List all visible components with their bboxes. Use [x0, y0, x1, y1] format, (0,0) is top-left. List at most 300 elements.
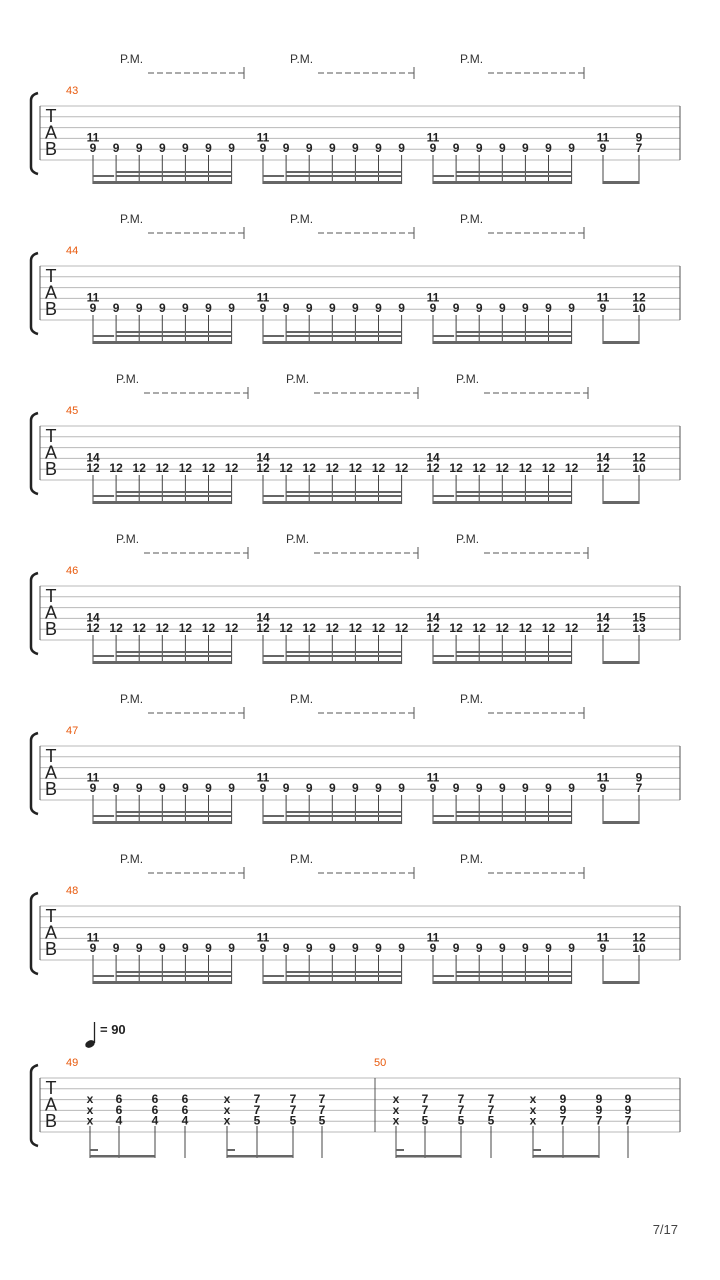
fret-number: 9 — [282, 301, 290, 315]
beam-stub — [263, 975, 284, 977]
beam-tertiary — [116, 171, 232, 173]
beam-secondary — [456, 975, 571, 977]
tab-clef-letter: T — [45, 426, 57, 446]
beam — [433, 661, 572, 664]
fret-number: 9 — [624, 1102, 632, 1117]
fret-number: 9 — [475, 941, 483, 955]
tab-clef-letter: A — [44, 282, 58, 303]
beam — [263, 821, 402, 824]
fret-number: 9 — [452, 941, 460, 955]
beam-tertiary — [286, 651, 402, 653]
fret-number: 7 — [289, 1092, 297, 1106]
fret-number: 9 — [352, 301, 359, 315]
fret-number: 9 — [522, 301, 529, 315]
palm-mute-label: P.M. — [120, 52, 144, 66]
fret-number: 12 — [426, 621, 440, 635]
fret-number: 14 — [256, 450, 270, 465]
fret-number: 12 — [495, 621, 509, 635]
beam — [93, 501, 232, 504]
measure-number: 50 — [374, 1057, 387, 1069]
fret-number: 14 — [596, 450, 610, 465]
beam-secondary — [116, 335, 232, 337]
fret-number: 13 — [632, 621, 646, 635]
tab-clef-letter: B — [44, 619, 58, 639]
beam — [93, 661, 232, 664]
fret-number: 9 — [522, 781, 529, 795]
fret-number: 5 — [487, 1113, 495, 1128]
tab-clef-letter: B — [44, 779, 58, 799]
fret-number: 12 — [155, 461, 169, 475]
beam-secondary — [456, 655, 571, 657]
beam — [433, 501, 572, 504]
fret-number: 7 — [457, 1092, 465, 1106]
fret-number: 9 — [259, 941, 267, 955]
fret-number: x — [223, 1102, 231, 1117]
beam — [433, 341, 572, 344]
measure-number: 48 — [66, 885, 79, 897]
fret-number: 9 — [559, 1092, 567, 1106]
fret-number: 6 — [151, 1102, 159, 1117]
fret-number: 7 — [318, 1102, 326, 1117]
fret-number: 12 — [348, 621, 363, 635]
fret-number: 12 — [518, 461, 533, 475]
measure-number: 47 — [66, 725, 79, 737]
system-bracket — [31, 93, 38, 174]
tab-clef-letter: B — [44, 459, 58, 479]
fret-number: 9 — [305, 301, 313, 315]
tab-clef-letter: T — [45, 1078, 57, 1098]
beam-stub — [93, 495, 114, 497]
fret-number: 12 — [155, 621, 169, 635]
beam-secondary — [116, 815, 232, 817]
beam-secondary — [116, 175, 232, 177]
fret-number: 14 — [86, 450, 100, 465]
fret-number: 9 — [375, 301, 382, 315]
system-bracket — [31, 1065, 38, 1146]
fret-number: 9 — [205, 301, 212, 315]
beam-stub — [433, 975, 454, 977]
tab-clef-letter: T — [45, 586, 57, 606]
fret-number: 15 — [632, 610, 646, 625]
palm-mute-label: P.M. — [116, 532, 140, 546]
fret-number: 9 — [498, 301, 506, 315]
fret-number: 9 — [182, 141, 189, 155]
palm-mute-label: P.M. — [456, 372, 480, 386]
fret-number: 9 — [205, 941, 212, 955]
beam-secondary — [116, 655, 232, 657]
beam-stub — [93, 335, 114, 337]
fret-number: 9 — [595, 1092, 603, 1106]
fret-number: 9 — [259, 141, 267, 155]
beam-stub — [263, 335, 284, 337]
beam — [93, 821, 232, 824]
palm-mute-label: P.M. — [120, 692, 144, 706]
fret-number: 12 — [449, 621, 463, 635]
fret-number: 9 — [595, 1102, 603, 1117]
beam — [93, 181, 232, 184]
tab-clef-letter: A — [44, 1094, 58, 1115]
fret-number: 9 — [568, 781, 575, 795]
beam — [603, 181, 639, 184]
measure-number: 46 — [66, 565, 79, 577]
beam-tertiary — [116, 651, 232, 653]
fret-number: 14 — [256, 610, 270, 625]
measure-number: 44 — [66, 245, 79, 257]
fret-number: 9 — [328, 301, 336, 315]
fret-number: 12 — [109, 621, 123, 635]
fret-number: 9 — [228, 301, 235, 315]
fret-number: 12 — [596, 461, 610, 475]
beam-secondary — [286, 495, 402, 497]
beam-stub — [433, 335, 454, 337]
fret-number: x — [223, 1113, 231, 1128]
fret-number: 11 — [596, 770, 610, 785]
fret-number: 9 — [398, 941, 405, 955]
tab-system-44 — [31, 212, 680, 344]
beam-tertiary — [116, 331, 232, 333]
tab-system-47 — [31, 692, 680, 824]
beam-stub — [433, 655, 454, 657]
fret-number: 6 — [115, 1102, 123, 1117]
fret-number: 9 — [498, 141, 506, 155]
fret-number: 11 — [86, 130, 100, 145]
beam-stub — [263, 815, 284, 817]
fret-number: 7 — [487, 1102, 495, 1117]
fret-number: 11 — [596, 290, 610, 305]
fret-number: 11 — [86, 770, 100, 785]
fret-number: 9 — [158, 301, 166, 315]
fret-number: 11 — [596, 930, 610, 945]
fret-number: 12 — [541, 621, 556, 635]
palm-mute-label: P.M. — [290, 692, 314, 706]
palm-mute-label: P.M. — [120, 852, 144, 866]
fret-number: x — [392, 1092, 400, 1106]
beam — [93, 341, 232, 344]
beam-stub — [93, 655, 114, 657]
fret-number: 9 — [89, 301, 97, 315]
fret-number: 12 — [302, 461, 316, 475]
fret-number: 7 — [635, 781, 643, 795]
beam-stub — [433, 495, 454, 497]
fret-number: 11 — [86, 290, 100, 305]
fret-number: 9 — [429, 301, 437, 315]
fret-number: 12 — [201, 621, 216, 635]
measure-number: 43 — [66, 85, 79, 97]
fret-number: 9 — [398, 781, 405, 795]
palm-mute-label: P.M. — [120, 212, 144, 226]
fret-number: 12 — [178, 621, 193, 635]
fret-number: 9 — [429, 781, 437, 795]
fret-number: 4 — [115, 1113, 123, 1128]
fret-number: 9 — [89, 781, 97, 795]
fret-number: x — [529, 1092, 537, 1106]
fret-number: x — [529, 1113, 537, 1128]
fret-number: 9 — [475, 301, 483, 315]
beam-tertiary — [456, 171, 571, 173]
fret-number: 9 — [398, 141, 405, 155]
palm-mute-label: P.M. — [286, 372, 310, 386]
beam-stub — [433, 815, 454, 817]
fret-number: 12 — [371, 621, 386, 635]
beam — [603, 821, 639, 824]
fret-number: 11 — [256, 130, 270, 145]
beam — [227, 1155, 293, 1158]
palm-mute-label: P.M. — [460, 212, 484, 226]
beam-secondary — [286, 335, 402, 337]
fret-number: 9 — [352, 941, 359, 955]
fret-number: 9 — [112, 941, 120, 955]
palm-mute-label: P.M. — [460, 52, 484, 66]
fret-number: 11 — [426, 130, 440, 145]
palm-mute-label: P.M. — [116, 372, 140, 386]
fret-number: 9 — [599, 301, 607, 315]
fret-number: 5 — [318, 1113, 326, 1128]
palm-mute-label: P.M. — [460, 692, 484, 706]
beam-tertiary — [286, 971, 402, 973]
beam-tertiary — [286, 491, 402, 493]
tab-clef-letter: B — [44, 299, 58, 319]
system-bracket — [31, 893, 38, 974]
fret-number: 12 — [224, 461, 239, 475]
tab-system-45 — [31, 372, 680, 504]
page-number: 7/17 — [652, 1222, 678, 1237]
fret-number: 9 — [305, 781, 313, 795]
palm-mute-label: P.M. — [286, 532, 310, 546]
fret-number: x — [86, 1092, 94, 1106]
beam — [263, 501, 402, 504]
fret-number: 9 — [328, 781, 336, 795]
fret-number: 9 — [599, 941, 607, 955]
fret-number: 9 — [112, 301, 120, 315]
fret-number: 12 — [472, 461, 486, 475]
fret-number: 9 — [522, 941, 529, 955]
tab-clef-letter: T — [45, 746, 57, 766]
beam-stub — [263, 495, 284, 497]
fret-number: 9 — [158, 141, 166, 155]
fret-number: 7 — [487, 1092, 495, 1106]
measure-number: 49 — [66, 1057, 79, 1069]
fret-number: 9 — [112, 141, 120, 155]
beam-secondary — [456, 495, 571, 497]
fret-number: 9 — [568, 941, 575, 955]
fret-number: 6 — [181, 1092, 189, 1106]
fret-number: 7 — [253, 1102, 261, 1117]
palm-mute-label: P.M. — [290, 212, 314, 226]
fret-number: 9 — [635, 770, 643, 785]
beam-tertiary — [456, 651, 571, 653]
fret-number: 9 — [375, 941, 382, 955]
beam-secondary — [456, 335, 571, 337]
palm-mute-label: P.M. — [290, 852, 314, 866]
fret-number: 12 — [256, 621, 270, 635]
fret-number: 9 — [545, 781, 552, 795]
beam-secondary — [286, 975, 402, 977]
system-bracket — [31, 573, 38, 654]
fret-number: 12 — [596, 621, 610, 635]
fret-number: 14 — [426, 450, 440, 465]
tab-clef-letter: A — [44, 762, 58, 783]
fret-number: 5 — [457, 1113, 465, 1128]
fret-number: 4 — [181, 1113, 189, 1128]
beam-stub — [533, 1149, 541, 1151]
tab-clef-letter: T — [45, 106, 57, 126]
fret-number: 9 — [375, 141, 382, 155]
beam-stub — [227, 1149, 235, 1151]
beam — [433, 981, 572, 984]
beam-tertiary — [116, 811, 232, 813]
fret-number: 9 — [475, 141, 483, 155]
fret-number: 9 — [599, 781, 607, 795]
measure-number: 45 — [66, 405, 79, 417]
fret-number: 9 — [259, 301, 267, 315]
fret-number: 9 — [498, 781, 506, 795]
fret-number: 12 — [371, 461, 386, 475]
fret-number: 9 — [545, 301, 552, 315]
beam-stub — [263, 655, 284, 657]
fret-number: 6 — [181, 1102, 189, 1117]
fret-number: 9 — [429, 141, 437, 155]
fret-number: 14 — [86, 610, 100, 625]
palm-mute-label: P.M. — [290, 52, 314, 66]
fret-number: 11 — [596, 130, 610, 145]
fret-number: 12 — [518, 621, 533, 635]
fret-number: 9 — [135, 941, 143, 955]
fret-number: 9 — [398, 301, 405, 315]
fret-number: 11 — [86, 930, 100, 945]
fret-number: 9 — [158, 941, 166, 955]
fret-number: 9 — [135, 301, 143, 315]
fret-number: 9 — [352, 141, 359, 155]
tab-system-49-50 — [31, 1022, 680, 1158]
tab-clef-letter: A — [44, 122, 58, 143]
beam-secondary — [286, 655, 402, 657]
fret-number: 7 — [595, 1113, 603, 1128]
fret-number: 6 — [151, 1092, 159, 1106]
beam-tertiary — [456, 331, 571, 333]
fret-number: 9 — [328, 941, 336, 955]
fret-number: 11 — [426, 770, 440, 785]
fret-number: 12 — [86, 461, 100, 475]
fret-number: 14 — [596, 610, 610, 625]
fret-number: 12 — [564, 461, 579, 475]
fret-number: 9 — [429, 941, 437, 955]
beam — [603, 981, 639, 984]
fret-number: 9 — [475, 781, 483, 795]
fret-number: 9 — [452, 781, 460, 795]
fret-number: 11 — [256, 930, 270, 945]
fret-number: 10 — [632, 461, 646, 475]
fret-number: 5 — [421, 1113, 429, 1128]
fret-number: 12 — [632, 930, 646, 945]
fret-number: x — [392, 1102, 400, 1117]
tab-system-43 — [31, 52, 680, 184]
fret-number: 12 — [541, 461, 556, 475]
fret-number: 9 — [228, 781, 235, 795]
fret-number: 12 — [178, 461, 193, 475]
tempo-marking: = 90 — [100, 1022, 126, 1037]
system-bracket — [31, 733, 38, 814]
fret-number: 7 — [457, 1102, 465, 1117]
beam-tertiary — [456, 971, 571, 973]
fret-number: 11 — [426, 930, 440, 945]
beam-stub — [93, 815, 114, 817]
fret-number: 12 — [564, 621, 579, 635]
fret-number: 9 — [545, 941, 552, 955]
fret-number: 7 — [318, 1092, 326, 1106]
fret-number: 12 — [325, 461, 339, 475]
fret-number: 9 — [158, 781, 166, 795]
beam-stub — [263, 175, 284, 177]
beam-tertiary — [116, 971, 232, 973]
beam-stub — [90, 1149, 98, 1151]
beam-tertiary — [286, 171, 402, 173]
fret-number: 7 — [289, 1102, 297, 1117]
fret-number: 11 — [256, 290, 270, 305]
fret-number: 5 — [253, 1113, 261, 1128]
fret-number: 12 — [279, 621, 293, 635]
beam-stub — [433, 175, 454, 177]
fret-number: 9 — [599, 141, 607, 155]
fret-number: 7 — [421, 1092, 429, 1106]
system-bracket — [31, 253, 38, 334]
fret-number: 12 — [472, 621, 486, 635]
fret-number: 12 — [132, 621, 146, 635]
fret-number: 9 — [559, 1102, 567, 1117]
beam-tertiary — [286, 811, 402, 813]
fret-number: 9 — [89, 941, 97, 955]
tab-clef-letter: A — [44, 442, 58, 463]
beam — [263, 981, 402, 984]
beam — [433, 181, 572, 184]
fret-number: 9 — [259, 781, 267, 795]
beam — [263, 661, 402, 664]
fret-number: 9 — [375, 781, 382, 795]
fret-number: x — [223, 1092, 231, 1106]
fret-number: 12 — [632, 290, 646, 305]
beam — [603, 661, 639, 664]
fret-number: 12 — [224, 621, 239, 635]
fret-number: 7 — [624, 1113, 632, 1128]
fret-number: 7 — [635, 141, 643, 155]
tab-clef-letter: B — [44, 139, 58, 159]
tab-clef-letter: B — [44, 939, 58, 959]
beam — [263, 181, 402, 184]
fret-number: 12 — [132, 461, 146, 475]
beam-secondary — [286, 175, 402, 177]
fret-number: 12 — [632, 450, 646, 465]
fret-number: 4 — [151, 1113, 159, 1128]
beam — [603, 501, 639, 504]
fret-number: 12 — [325, 621, 339, 635]
fret-number: x — [86, 1102, 94, 1117]
fret-number: 10 — [632, 941, 646, 955]
fret-number: 7 — [421, 1102, 429, 1117]
fret-number: 11 — [256, 770, 270, 785]
fret-number: 10 — [632, 301, 646, 315]
fret-number: 12 — [279, 461, 293, 475]
fret-number: 9 — [635, 130, 643, 145]
fret-number: 9 — [498, 941, 506, 955]
fret-number: 9 — [624, 1092, 632, 1106]
fret-number: x — [529, 1102, 537, 1117]
beam-secondary — [456, 815, 571, 817]
beam-secondary — [116, 975, 232, 977]
fret-number: 9 — [282, 941, 290, 955]
fret-number: x — [392, 1113, 400, 1128]
fret-number: 9 — [352, 781, 359, 795]
beam-tertiary — [456, 811, 571, 813]
fret-number: 9 — [452, 301, 460, 315]
